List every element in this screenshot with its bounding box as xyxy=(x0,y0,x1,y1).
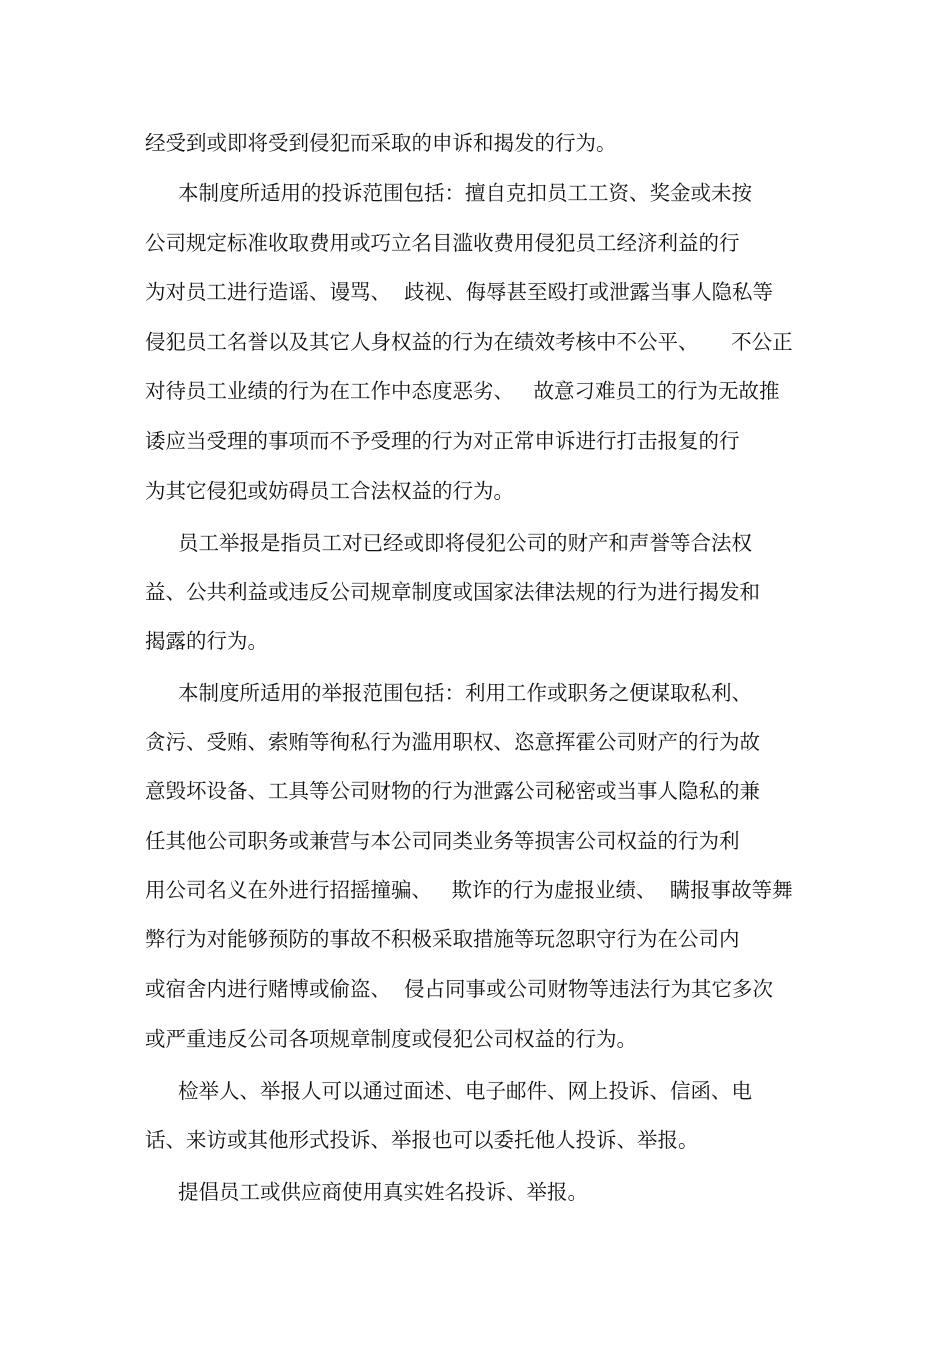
text-line: 诿应当受理的事项而不予受理的行为对正常申诉进行打击报复的行 xyxy=(145,429,740,453)
paragraph-start-line: 本制度所适用的举报范围包括：利用工作或职务之便谋取私利、 xyxy=(178,681,752,705)
text-line: 为对员工进行造谣、谩骂、 歧视、侮辱甚至殴打或泄露当事人隐私等 xyxy=(145,280,774,304)
paragraph-start-line: 员工举报是指员工对已经或即将侵犯公司的财产和声誉等合法权 xyxy=(178,531,752,555)
text-line: 侵犯员工名誉以及其它人身权益的行为在绩效考核中不公平、 不公正 xyxy=(145,330,793,354)
text-line: 经受到或即将受到侵犯而采取的申诉和揭发的行为。 xyxy=(145,131,617,155)
text-line: 对待员工业绩的行为在工作中态度恶劣、 故意刁难员工的行为无故推 xyxy=(145,379,780,403)
paragraph-start-line: 检举人、举报人可以通过面述、电子邮件、网上投诉、信函、电 xyxy=(178,1079,752,1103)
text-line: 弊行为对能够预防的事故不积极采取措施等玩忽职守行为在公司内 xyxy=(145,927,740,951)
text-line: 贪污、受贿、索贿等徇私行为滥用职权、恣意挥霍公司财产的行为故 xyxy=(145,730,760,754)
text-line: 或严重违反公司各项规章制度或侵犯公司权益的行为。 xyxy=(145,1027,637,1051)
text-line: 揭露的行为。 xyxy=(145,629,268,653)
text-line: 或宿舍内进行赌博或偷盗、 侵占同事或公司财物等违法行为其它多次 xyxy=(145,977,774,1001)
text-line: 公司规定标准收取费用或巧立名目滥收费用侵犯员工经济利益的行 xyxy=(145,231,740,255)
text-line: 意毁坏设备、工具等公司财物的行为泄露公司秘密或当事人隐私的兼 xyxy=(145,779,760,803)
text-line: 任其他公司职务或兼营与本公司同类业务等损害公司权益的行为利 xyxy=(145,829,740,853)
text-line: 为其它侵犯或妨碍员工合法权益的行为。 xyxy=(145,479,514,503)
paragraph-start-line: 本制度所适用的投诉范围包括：擅自克扣员工工资、奖金或未按 xyxy=(178,181,752,205)
text-line: 用公司名义在外进行招摇撞骗、 欺诈的行为虚报业绩、 瞒报事故等舞 xyxy=(145,878,793,902)
paragraph-start-line: 提倡员工或供应商使用真实姓名投诉、举报。 xyxy=(178,1180,588,1204)
text-line: 益、公共利益或违反公司规章制度或国家法律法规的行为进行揭发和 xyxy=(145,580,760,604)
text-line: 话、来访或其他形式投诉、举报也可以委托他人投诉、举报。 xyxy=(145,1128,699,1152)
